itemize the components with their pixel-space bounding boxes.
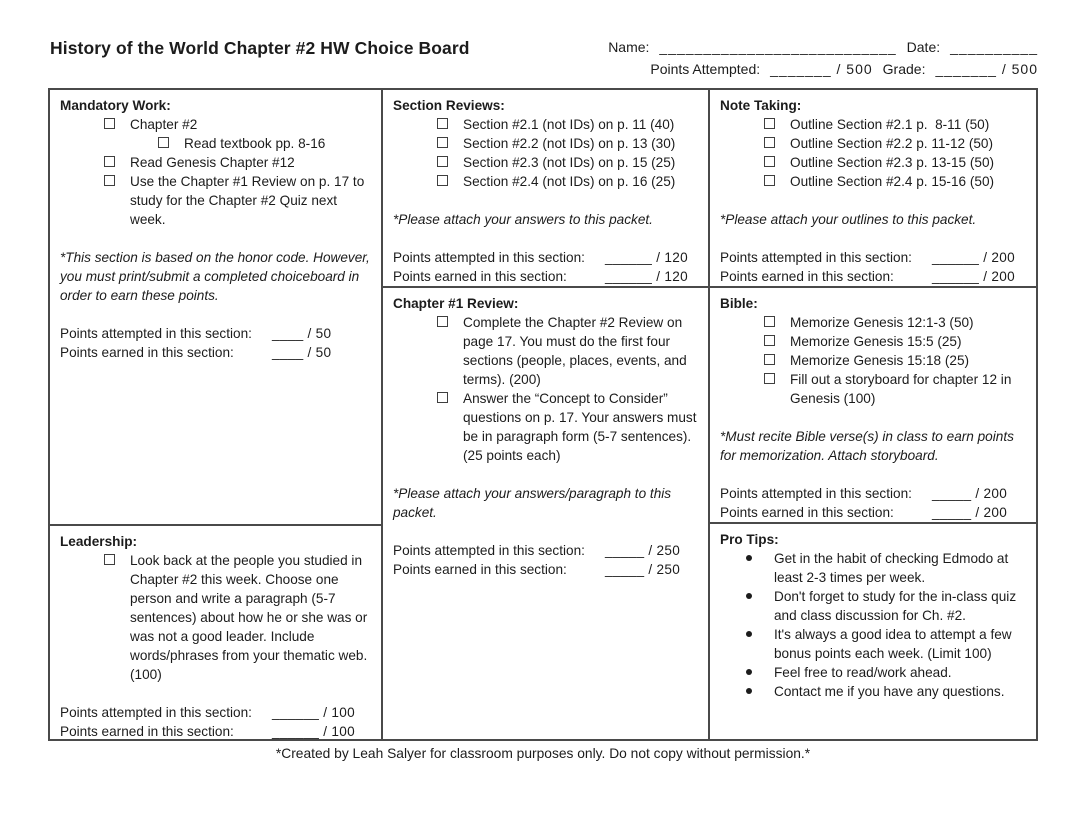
checkbox-icon[interactable]: [437, 156, 448, 167]
section-mandatory-work: [50, 90, 381, 524]
points-attempted-line: [720, 248, 1028, 267]
points-attempted-blank: _______ / 500: [770, 61, 873, 77]
item-text: Feel free to read/work ahead.: [774, 665, 952, 680]
points-summary: [720, 484, 1028, 522]
checkbox-icon[interactable]: [764, 335, 775, 346]
item-text: Section #2.2 (not IDs) on p. 13 (30): [463, 136, 676, 151]
points-earned-line: [393, 560, 700, 579]
checkbox-icon[interactable]: [764, 156, 775, 167]
bullet-icon: [746, 669, 752, 675]
points-attempted-blank: ______ / 120: [605, 250, 688, 265]
header-fields: [608, 36, 1038, 80]
points-earned-blank: _____ / 250: [605, 562, 681, 577]
checklist-item: [720, 115, 1028, 134]
points-attempted-line: [720, 484, 1028, 503]
points-attempted-label: Points attempted in this section:: [60, 705, 252, 720]
points-summary: [393, 541, 700, 579]
section-title: Pro Tips:: [720, 532, 779, 547]
name-label: Name:: [608, 39, 650, 55]
name-date-line: [608, 36, 1038, 58]
checkbox-icon[interactable]: [764, 354, 775, 365]
checkbox-icon[interactable]: [764, 175, 775, 186]
points-attempted-line: [60, 703, 373, 722]
checklist: [720, 115, 1028, 191]
checkbox-icon[interactable]: [437, 118, 448, 129]
item-text: Section #2.1 (not IDs) on p. 11 (40): [463, 117, 675, 132]
item-text: Read Genesis Chapter #12: [130, 155, 295, 170]
item-text: Memorize Genesis 15:18 (25): [790, 353, 970, 368]
points-summary: [393, 248, 700, 286]
bullet-icon: [746, 631, 752, 637]
checklist-item: [393, 115, 700, 134]
section-note: *Please attach your answers/paragraph to this packet.: [393, 486, 672, 520]
checklist-item: [60, 551, 373, 684]
points-summary: [60, 703, 373, 739]
item-text: Outline Section #2.4 p. 15-16 (50): [790, 174, 995, 189]
footer-credit: *Created by Leah Salyer for classroom purposes only. Do not copy without permission.*: [275, 746, 811, 761]
points-earned-blank: ______ / 100: [272, 724, 355, 739]
checklist: [720, 313, 1028, 408]
points-summary: [720, 248, 1028, 286]
points-earned-line: [393, 267, 700, 286]
points-grade-line: [608, 58, 1038, 80]
bullet-icon: [746, 593, 752, 599]
points-earned-label: Points earned in this section:: [720, 269, 894, 284]
checkbox-icon[interactable]: [437, 392, 448, 403]
checklist-item: [393, 134, 700, 153]
checklist: [60, 551, 373, 684]
section-note: *This section is based on the honor code. However, you must print/submit a completed choiceboard in order to earn these points.: [60, 250, 370, 303]
checklist-item: [720, 313, 1028, 332]
points-earned-blank: ______ / 200: [932, 269, 1015, 284]
item-text: Memorize Genesis 12:1-3 (50): [790, 315, 974, 330]
checklist-item: [393, 389, 700, 465]
checkbox-icon[interactable]: [437, 175, 448, 186]
checklist-item: [720, 134, 1028, 153]
section-note: *Must recite Bible verse(s) in class to earn points for memorization. Attach storyboard.: [720, 429, 1014, 463]
checkbox-icon[interactable]: [764, 118, 775, 129]
checklist-item: [393, 153, 700, 172]
checklist-item: [60, 134, 373, 153]
points-summary: [60, 324, 373, 362]
checklist: [393, 115, 700, 191]
item-text: Outline Section #2.1 p. 8-11 (50): [790, 117, 990, 132]
choice-board-table: [48, 88, 1038, 741]
points-attempted-blank: ______ / 200: [932, 250, 1015, 265]
checkbox-icon[interactable]: [764, 316, 775, 327]
item-text: Outline Section #2.3 p. 13-15 (50): [790, 155, 995, 170]
checklist-item: [720, 332, 1028, 351]
points-attempted-label: Points attempted in this section:: [393, 250, 585, 265]
checklist-item: [720, 370, 1028, 408]
points-attempted-blank: ______ / 100: [272, 705, 355, 720]
checkbox-icon[interactable]: [104, 118, 115, 129]
item-text: Use the Chapter #1 Review on p. 17 to study for the Chapter #2 Quiz next week.: [130, 174, 365, 227]
section-title: Chapter #1 Review:: [393, 296, 519, 311]
bullet-icon: [746, 688, 752, 694]
checkbox-icon[interactable]: [437, 316, 448, 327]
checkbox-icon[interactable]: [764, 137, 775, 148]
section-bible: [710, 286, 1036, 522]
item-text: Section #2.4 (not IDs) on p. 16 (25): [463, 174, 676, 189]
points-earned-label: Points earned in this section:: [60, 724, 234, 739]
item-text: Look back at the people you studied in Chapter #2 this week. Choose one person and write a paragraph (5-7 sentences) about how he or she was or was not a good leader. Include words/phrases from your thematic web. (100): [130, 553, 368, 682]
points-earned-label: Points earned in this section:: [720, 505, 894, 520]
column-right: [708, 90, 1036, 739]
item-text: Don't forget to study for the in-class quiz and class discussion for Ch. #2.: [774, 589, 1017, 623]
bullet-list: [720, 549, 1028, 701]
checklist-item: [60, 153, 373, 172]
checklist-item: [720, 172, 1028, 191]
checklist-item: [720, 153, 1028, 172]
checklist-item: [60, 172, 373, 229]
checkbox-icon[interactable]: [437, 137, 448, 148]
checklist-item: [60, 115, 373, 134]
points-earned-line: [720, 267, 1028, 286]
section-note: *Please attach your answers to this packet.: [393, 212, 653, 227]
section-title: Leadership:: [60, 534, 138, 549]
item-text: Fill out a storyboard for chapter 12 in Genesis (100): [790, 372, 1012, 406]
points-attempted-label: Points Attempted:: [650, 61, 761, 77]
item-text: Answer the “Concept to Consider” questions on p. 17. Your answers must be in paragraph form (5-7 sentences). (25 points each): [463, 391, 697, 463]
checklist: [60, 115, 373, 229]
section-leadership: [50, 524, 381, 739]
points-earned-label: Points earned in this section:: [393, 269, 567, 284]
page-title: History of the World Chapter #2 HW Choice Board: [50, 38, 470, 58]
checkbox-icon[interactable]: [104, 554, 115, 565]
date-blank-line: __________: [950, 39, 1038, 55]
points-attempted-line: [393, 248, 700, 267]
column-middle: [381, 90, 708, 739]
points-earned-line: [720, 503, 1028, 522]
checkbox-icon[interactable]: [764, 373, 775, 384]
checklist-item: [393, 172, 700, 191]
checklist-item: [393, 313, 700, 389]
bullet-item: [720, 682, 1028, 701]
points-attempted-line: [393, 541, 700, 560]
date-label: Date:: [906, 39, 941, 55]
checkbox-icon[interactable]: [104, 175, 115, 186]
item-text: Read textbook pp. 8-16: [184, 136, 326, 151]
item-text: Chapter #2: [130, 117, 198, 132]
section-chapter-1-review: [383, 286, 708, 739]
section-note: *Please attach your outlines to this packet.: [720, 212, 977, 227]
points-earned-line: [60, 722, 373, 739]
item-text: Get in the habit of checking Edmodo at least 2-3 times per week.: [774, 551, 1009, 585]
bullet-icon: [746, 555, 752, 561]
item-text: Section #2.3 (not IDs) on p. 15 (25): [463, 155, 676, 170]
section-pro-tips: [710, 522, 1036, 739]
points-earned-line: [60, 343, 373, 362]
points-attempted-blank: _____ / 250: [605, 543, 681, 558]
points-attempted-blank: _____ / 200: [932, 486, 1008, 501]
section-title: Section Reviews:: [393, 98, 505, 113]
points-attempted-blank: ____ / 50: [272, 326, 332, 341]
item-text: Memorize Genesis 15:5 (25): [790, 334, 962, 349]
name-blank-line: ___________________________: [659, 39, 897, 55]
section-title: Mandatory Work:: [60, 98, 171, 113]
bullet-item: [720, 549, 1028, 587]
section-title: Bible:: [720, 296, 758, 311]
section-note-taking: [710, 90, 1036, 286]
points-earned-blank: _____ / 200: [932, 505, 1008, 520]
column-left: [50, 90, 381, 739]
grade-label: Grade:: [882, 61, 926, 77]
bullet-item: [720, 663, 1028, 682]
bullet-item: [720, 625, 1028, 663]
points-attempted-line: [60, 324, 373, 343]
section-section-reviews: [383, 90, 708, 286]
checklist-item: [720, 351, 1028, 370]
points-earned-label: Points earned in this section:: [60, 345, 234, 360]
checkbox-icon[interactable]: [158, 137, 169, 148]
item-text: It's always a good idea to attempt a few bonus points each week. (Limit 100): [774, 627, 1012, 661]
points-earned-blank: ____ / 50: [272, 345, 332, 360]
points-attempted-label: Points attempted in this section:: [393, 543, 585, 558]
points-earned-label: Points earned in this section:: [393, 562, 567, 577]
item-text: Outline Section #2.2 p. 11-12 (50): [790, 136, 994, 151]
points-attempted-label: Points attempted in this section:: [720, 486, 912, 501]
grade-blank: _______ / 500: [935, 61, 1038, 77]
points-attempted-label: Points attempted in this section:: [60, 326, 252, 341]
points-earned-blank: ______ / 120: [605, 269, 688, 284]
bullet-item: [720, 587, 1028, 625]
page-header: [50, 36, 1038, 80]
item-text: Contact me if you have any questions.: [774, 684, 1005, 699]
checkbox-icon[interactable]: [104, 156, 115, 167]
section-title: Note Taking:: [720, 98, 802, 113]
points-attempted-label: Points attempted in this section:: [720, 250, 912, 265]
checklist: [393, 313, 700, 465]
item-text: Complete the Chapter #2 Review on page 17. You must do the first four sections (people, places, events, and terms). (200): [463, 315, 687, 387]
